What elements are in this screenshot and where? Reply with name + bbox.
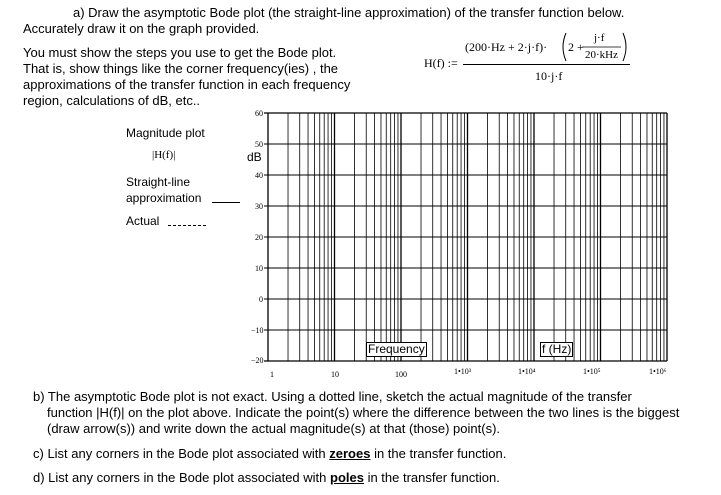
formula-lhs: H(f) := — [424, 56, 458, 70]
part-c-suffix: in the transfer function. — [370, 446, 507, 461]
formula-inner-den: 20·kHz — [585, 49, 618, 61]
y-tick-40: 40 — [255, 171, 263, 180]
formula-inner-left: 2 + — [568, 40, 584, 54]
x-tick-10: 10 — [331, 370, 339, 379]
formula-inner-num: j·f — [594, 32, 605, 44]
part-d-key: poles — [330, 470, 364, 485]
x-tick-1e5: 1•10⁵ — [583, 367, 601, 376]
steps-line4: region, calculations of dB, etc.. — [23, 93, 201, 108]
legend-approximation: approximation — [126, 191, 202, 205]
x-tick-1e3: 1•10³ — [454, 367, 472, 376]
steps-line3: approximations of the transfer function in each frequency — [23, 77, 351, 92]
part-c — [33, 446, 506, 462]
legend-actual: Actual — [126, 214, 160, 228]
x-tick-1: 1 — [270, 370, 274, 379]
axis-unit: dB — [247, 150, 262, 164]
y-tick-30: 30 — [255, 202, 263, 211]
y-tick-10: 10 — [255, 264, 263, 273]
x-tick-1e4: 1•10⁴ — [518, 367, 536, 376]
y-tick-0: 0 — [259, 295, 263, 304]
steps-line1: You must show the steps you use to get the Bode plot. — [23, 45, 337, 60]
formula-numerator: (200·Hz + 2·j·f)· — [465, 40, 548, 54]
part-a-line2: Accurately draw it on the graph provided. — [23, 21, 260, 36]
steps-line2: That is, show things like the corner frequency(ies) , the — [23, 61, 339, 76]
part-d — [33, 470, 500, 486]
y-tick-20: 20 — [255, 233, 263, 242]
part-b-line1: b) The asymptotic Bode plot is not exact. Using a dotted line, sketch the actual magnitude of the transfer — [33, 389, 632, 404]
part-c-key: zeroes — [329, 446, 371, 461]
x-tick-100: 100 — [395, 370, 407, 379]
part-a-line1: a) Draw the asymptotic Bode plot (the straight-line approximation) of the transfer function below. — [73, 5, 625, 20]
part-d-prefix: d) List any corners in the Bode plot associated with — [33, 470, 330, 485]
frequency-label: Frequency — [368, 342, 425, 356]
part-c-prefix: c) List any corners in the Bode plot associated with — [33, 446, 330, 461]
part-b-line2: function |H(f)| on the plot above. Indicate the point(s) where the difference between the two lines is the biggest — [47, 405, 680, 420]
formula-denominator: 10·j·f — [535, 69, 563, 83]
y-tick-neg20: −20 — [251, 356, 264, 365]
y-tick-60: 60 — [255, 109, 263, 118]
legend-hf: |H(f)| — [152, 149, 176, 161]
y-tick-50: 50 — [255, 140, 263, 149]
fhz-label: f (Hz) — [542, 342, 572, 356]
part-d-suffix: in the transfer function. — [363, 470, 500, 485]
x-tick-1e6: 1•10⁶ — [649, 367, 667, 376]
y-tick-neg10: −10 — [251, 326, 264, 335]
legend-magnitude-plot: Magnitude plot — [126, 126, 205, 140]
part-b-line3: (draw arrow(s)) and write down the actual magnitude(s) at that (those) point(s). — [47, 421, 501, 436]
legend-straight: Straight-line — [126, 175, 191, 189]
